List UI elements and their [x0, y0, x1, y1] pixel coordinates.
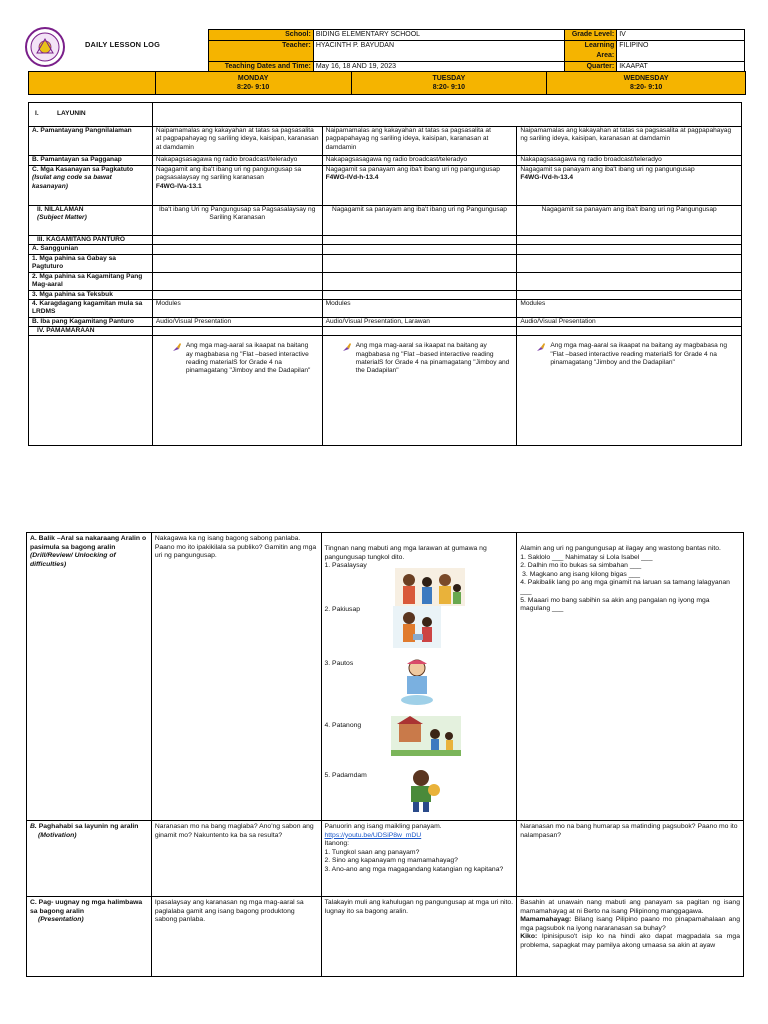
section-layunin — [29, 103, 153, 127]
bullet-text: Ang mga mag-aaral sa ikaapat na baitang ay magbabasa ng "Flat –based interactive reading materialS for Grade 4 na pinamagatang "Jimboy and the Dadapilan" — [185, 342, 311, 375]
cell-lrdms-wed: Modules — [517, 299, 742, 317]
balik-tue-intro: Tingnan nang mabuti ang mga larawan at gumawa ng pangungusap tungkol dito. — [324, 545, 487, 561]
cell-ib-tue: Audio/Visual Presentation, Larawan — [322, 317, 517, 326]
school-value: BIDING ELEMENTARY SCHOOL — [313, 30, 564, 41]
cell-paghahabi-wed: Naranasan mo na bang humarap sa matinding pagsubok? Paano mo ito nalampasan? — [517, 821, 744, 897]
header-info-table — [208, 29, 745, 73]
interview-line-reporter — [520, 916, 740, 933]
list-item: 1. Saklolo ___ Nahimatay si Lola Isabel ___ — [520, 553, 653, 561]
family-picture — [395, 568, 465, 606]
kasanayan-text: Nagagamit sa panayam ang iba't ibang uri ng pangungusap — [325, 166, 500, 173]
days-blank-cell — [29, 72, 156, 95]
interview-line-kiko — [520, 933, 740, 950]
cell-ib-mon: Audio/Visual Presentation — [152, 317, 322, 326]
pag-uugnay-sub: (Presentation) — [38, 916, 84, 924]
dates-label: Teaching Dates and Time: — [209, 62, 314, 73]
blank — [517, 272, 742, 290]
nilalaman-label: II. NILALAMAN — [37, 206, 84, 213]
blank — [152, 245, 322, 254]
cell-lrdms-tue: Modules — [322, 299, 517, 317]
blank — [152, 254, 322, 272]
row-label-kasanayan — [29, 166, 153, 206]
cell-pag-uugnay-tue: Talakayin muli ang kahulugan ng pangungusap at mga uri nito. Iugnay ito sa bagong aralin. — [321, 897, 517, 977]
cell-pamamaraan-wed — [517, 336, 742, 446]
dates-value: May 16, 18 AND 19, 2023 — [313, 62, 564, 73]
blank — [517, 290, 742, 299]
deped-seal-icon — [25, 27, 65, 67]
cell-b-tue: Nakapagsasagawa ng radio broadcast/teleradyo — [322, 156, 517, 166]
list-item: 5. Maaari mo bang sabihin sa akin ang pangalan ng iyong mga magulang ___ — [520, 596, 710, 613]
section-pamamaraan: IV. PAMAMARAAN — [29, 327, 153, 336]
kasanayan-text: Nagagamit ang iba't ibang uri ng pangungusap sa pagsasalaysay ng sariling karanasan — [155, 166, 302, 182]
cell-a-tue: Naipamamalas ang kakayahan at tatas sa pagsasalita at pagpapahayag ng sariling ideya, kaisipan, karanasan at damdamin — [322, 127, 517, 156]
cell-balik-mon: Nakagawa ka ng isang bagong sabong panlaba. Paano mo ito ipakikilala sa publiko? Gamitin ang mga uri ng pangungusap. — [151, 533, 321, 821]
pag-uugnay-label: C. Pag- uugnay ng mga halimbawa sa bagong aralin — [30, 899, 143, 915]
lesson-plan-table-page2 — [26, 532, 744, 977]
cell-lrdms-mon: Modules — [152, 299, 322, 317]
teacher-label: Teacher: — [209, 41, 314, 62]
cell-nil-tue: Nagagamit sa panayam ang iba't ibang uri ng Pangungusap — [322, 206, 517, 236]
item-label: 1. Pasalaysay — [324, 562, 367, 570]
pen-bullet-icon — [342, 342, 352, 352]
paghahabi-tue-intro: Panuorin ang isang maikling panayam. — [324, 823, 442, 830]
day-wednesday — [547, 72, 746, 95]
item-label: 3. Pautos — [324, 660, 354, 668]
command-picture — [397, 656, 437, 706]
balik-wed-intro: Alamin ang uri ng pangungusap at ilagay ang wastong bantas nito. — [520, 545, 721, 552]
speaker-label: Mamamahayag: — [520, 916, 572, 924]
kasanayan-sub: (Isulat ang code sa bawat kasanayan) — [32, 174, 112, 190]
school-label: School: — [209, 30, 314, 41]
row-label-kagamitang-pang-mag-aaral: 2. Mga pahina sa Kagamitang Pang Mag-aaral — [29, 272, 153, 290]
cell-a-mon: Naipamamalas ang kakayahan at tatas sa pagsasalita at pagpapahayag ng sariling ideya, kaisipan, karanasan at damdamin — [152, 127, 322, 156]
row-label-pamantayang-pangnilalaman: A. Pamantayang Pangnilalaman — [29, 127, 153, 156]
kasanayan-code: F4WG-IVd-h-13.4 — [520, 174, 574, 182]
grade-label: Grade Level: — [565, 30, 617, 41]
list-item: 4. Pakibalik lang po ang mga ginamit na laruan sa tamang lalagyanan ___ — [520, 579, 730, 595]
blank — [152, 290, 322, 299]
days-header — [28, 71, 746, 95]
row-label-paghahabi — [27, 821, 152, 897]
row-label-teksbuk: 3. Mga pahina sa Teksbuk — [29, 290, 153, 299]
list-item: Itanong: — [324, 840, 350, 848]
kasanayan-code: F4WG-IVd-h-13.4 — [325, 174, 379, 182]
list-item: 1. Tungkol saan ang panayam? — [324, 848, 420, 856]
cell-pamamaraan-mon — [152, 336, 322, 446]
bullet-text: Ang mga mag-aaral sa ikaapat na baitang ay magbabasa ng "Flat –based interactive reading materialS for Grade 4 na pinamagatang "Jimboy and the Dadapilan" — [355, 342, 510, 375]
kasanayan-code: F4WG-IVa-13.1 — [155, 182, 202, 190]
speaker-text: Bilang isang Pilipino paano mo pinapamahalaan ang mga pagsubok na iyong nararanasan sa buhay? — [520, 916, 740, 932]
bullet-text: Ang mga mag-aaral sa ikaapat na baitang ay magbabasa ng "Flat –based interactive reading materialS for Grade 4 na pinamagatang "Jimboy and the Dadapilan" — [550, 342, 728, 367]
list-item — [325, 722, 514, 772]
day-tuesday — [351, 72, 547, 95]
pen-bullet-icon — [172, 342, 182, 352]
area-value: FILIPINO — [617, 41, 745, 62]
list-item — [325, 606, 514, 660]
request-picture — [393, 606, 441, 648]
cell-paghahabi-mon: Naranasan mo na bang maglaba? Ano'ng sabon ang ginamit mo? Nakuntento ka ba sa resulta? — [151, 821, 321, 897]
blank — [322, 290, 517, 299]
blank — [152, 236, 322, 245]
day-name: WEDNESDAY — [623, 75, 669, 82]
item-label: 5. Padamdam — [324, 772, 367, 780]
row-label-pag-uugnay — [27, 897, 152, 977]
cell-nil-mon: Iba't ibang Uri ng Pangungusap sa Pagsasalaysay ng Sariling Karanasan — [152, 206, 322, 236]
list-item: 2. Dalhin mo ito bukas sa simbahan ___ — [520, 562, 642, 570]
blank — [517, 254, 742, 272]
cell-paghahabi-tue — [321, 821, 517, 897]
day-time: 8:20- 9:10 — [236, 84, 270, 91]
cell-pamamaraan-tue — [322, 336, 517, 446]
row-label-balik-aral — [27, 533, 152, 821]
exclamation-picture — [401, 768, 441, 814]
row-label-sanggunian: A. Sanggunian — [29, 245, 153, 254]
grade-value: IV — [617, 30, 745, 41]
item-label: 4. Patanong — [324, 722, 362, 730]
reading-bullet — [520, 336, 738, 367]
pen-bullet-icon — [536, 342, 546, 352]
paghahabi-sub: (Motivation) — [38, 831, 77, 839]
cell-b-mon: Nakapagsasagawa ng radio broadcast/teleradyo — [152, 156, 322, 166]
cell-c-tue — [322, 166, 517, 206]
speaker-label: Kiko: — [520, 933, 538, 941]
row-label-lrdms: 4. Karagdagang kagamitan mula sa LRDMS — [29, 299, 153, 317]
list-item: 3. Ano-ano ang mga magagandang katangian ng kapitana? — [324, 865, 504, 873]
paghahabi-num: B. — [30, 823, 37, 830]
cell-pag-uugnay-mon: Ipasalaysay ang karanasan ng mga mag-aaral sa paglalaba gamit ang isang bagong produktong sabong panlaba. — [151, 897, 321, 977]
blank — [517, 236, 742, 245]
list-item — [325, 772, 514, 816]
blank — [322, 254, 517, 272]
list-item — [325, 562, 514, 606]
cell-nil-wed: Nagagamit sa panayam ang iba't ibang uri ng Pangungusap — [517, 206, 742, 236]
paghahabi-label: Paghahabi sa layunin ng aralin — [38, 823, 139, 830]
list-item — [325, 660, 514, 722]
list-item: 2. Sino ang kapanayam ng mamamahayag? — [324, 857, 458, 865]
blank — [517, 245, 742, 254]
balik-aral-label: A. Balik –Aral sa nakaraang Aralin o pasimula sa bagong aralin — [30, 535, 147, 551]
quarter-label: Quarter: — [565, 62, 617, 73]
cell-balik-wed — [517, 533, 744, 821]
reading-bullet — [326, 336, 514, 375]
item-label: 2. Pakiusap — [324, 606, 361, 614]
cell-pag-uugnay-wed — [517, 897, 744, 977]
youtube-link[interactable]: https://youtu.be/UDSiP8w_mDU — [324, 831, 422, 839]
reading-bullet — [156, 336, 319, 375]
paghahabi-label-line — [30, 823, 148, 832]
row-label-gabay: 1. Mga pahina sa Gabay sa Pagtuturo — [29, 254, 153, 272]
area-label: Learning Area: — [565, 41, 617, 62]
blank — [152, 327, 322, 336]
cell-b-wed: Nakapagsasagawa ng radio broadcast/teleradyo — [517, 156, 742, 166]
cell-c-wed — [517, 166, 742, 206]
picture-list — [325, 562, 514, 816]
blank — [322, 327, 517, 336]
day-name: TUESDAY — [432, 75, 466, 82]
lesson-plan-table — [28, 102, 742, 446]
blank — [29, 336, 153, 446]
speaker-text: Ipinisipuso't isip ko na hindi ako dapat magpadala sa mga problema, sapagkat may pamilya akong umaasa sa akin at ayaw — [520, 933, 740, 949]
blank — [322, 272, 517, 290]
document-title: DAILY LESSON LOG — [85, 40, 161, 49]
cell-c-mon — [152, 166, 322, 206]
section-layunin-label: I. LAYUNIN — [35, 110, 86, 118]
nilalaman-sub: (Subject Matter) — [37, 214, 87, 222]
blank — [322, 236, 517, 245]
quarter-value: IKAAPAT — [617, 62, 745, 73]
day-name: MONDAY — [237, 75, 269, 82]
interview-intro: Basahin at unawain nang mabuti ang panayam sa pagitan ng isang mamamahayag at ni Berto na isang Pilipinong manggagawa. — [520, 899, 740, 915]
blank — [517, 327, 742, 336]
day-time: 8:20- 9:10 — [432, 84, 465, 91]
day-monday — [155, 72, 351, 95]
kasanayan-label: C. Mga Kasanayan sa Pagkatuto — [32, 166, 134, 173]
row-label-iba-pang-kagamitan: B. Iba pang Kagamitang Panturo — [29, 317, 153, 326]
teacher-value: HYACINTH P. BAYUDAN — [313, 41, 564, 62]
balik-aral-sub: (Drill/Review/ Unlocking of difficulties) — [30, 552, 116, 568]
day-time: 8:20- 9:10 — [629, 84, 663, 91]
question-picture — [391, 716, 461, 756]
row-label-nilalaman — [29, 206, 153, 236]
list-item: 3. Magkano ang isang kilong bigas ___ — [520, 570, 641, 578]
cell-a-wed: Naipamamalas ang kakayahan at tatas sa pagsasalita at pagpapahayag ng sariling ideya, kaisipan, karanasan at damdamin — [517, 127, 742, 156]
cell-ib-wed: Audio/Visual Presentation — [517, 317, 742, 326]
section-kagamitan: III. KAGAMITANG PANTURO — [29, 236, 153, 245]
layunin-blank — [152, 103, 741, 127]
cell-balik-tue — [321, 533, 517, 821]
kasanayan-text: Nagagamit sa panayam ang iba't ibang uri ng pangungusap — [520, 166, 695, 173]
blank — [322, 245, 517, 254]
row-label-pamantayan-sa-pagganap: B. Pamantayan sa Pagganap — [29, 156, 153, 166]
blank — [152, 272, 322, 290]
